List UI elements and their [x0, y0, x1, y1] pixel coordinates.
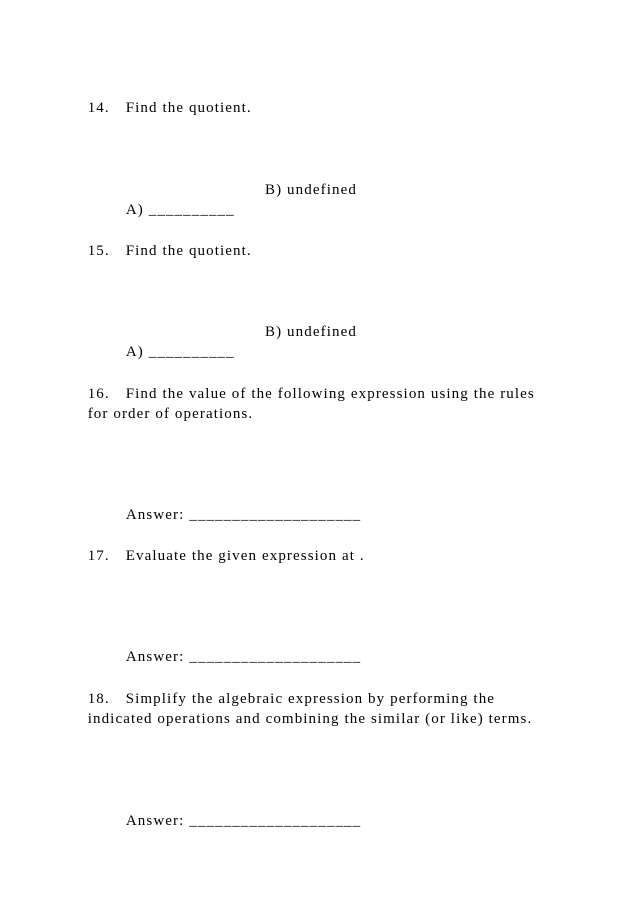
question-18-answer [117, 791, 361, 831]
question-text-line-2: indicated operations and combining the similar (or like) terms. [87, 711, 533, 727]
question-number: 15. [87, 243, 110, 259]
question-text: Evaluate the given expression at . [125, 548, 365, 564]
question-text-line-1: Find the value of the following expression using the rules [125, 386, 535, 402]
question-17 [78, 526, 365, 566]
option-a: A) __________ [125, 202, 235, 218]
answer-blank: Answer: ____________________ [125, 507, 362, 523]
question-18-line-2 [78, 689, 532, 729]
question-16-answer [117, 485, 361, 525]
question-17-answer [117, 627, 361, 667]
question-number: 17. [87, 548, 110, 564]
question-number: 16. [87, 386, 110, 402]
question-text-line-1: Simplify the algebraic expression by performing the [125, 691, 496, 707]
question-text-line-2: for order of operations. [87, 406, 254, 422]
question-number: 18. [87, 691, 110, 707]
question-15 [78, 221, 252, 261]
answer-blank: Answer: ____________________ [125, 649, 362, 665]
question-text: Find the quotient. [125, 100, 252, 116]
question-text: Find the quotient. [125, 243, 252, 259]
option-a: A) __________ [125, 344, 235, 360]
option-b: B) undefined [265, 182, 357, 198]
question-number: 14. [87, 100, 110, 116]
question-16-line-2 [78, 384, 253, 424]
option-b: B) undefined [265, 324, 357, 340]
answer-blank: Answer: ____________________ [125, 813, 362, 829]
question-14 [78, 78, 252, 118]
